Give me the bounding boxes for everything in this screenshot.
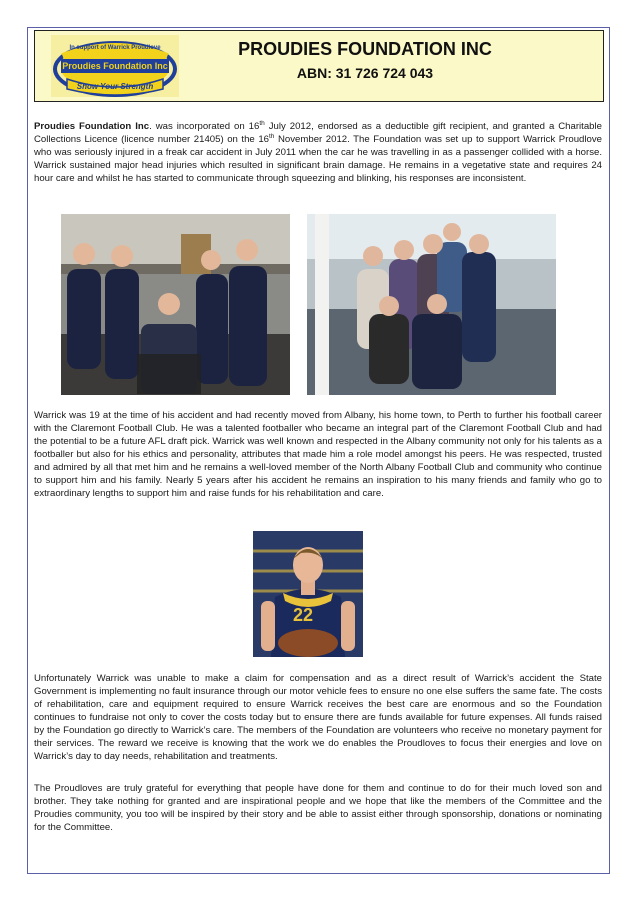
logo-tagline: Show Your Strength <box>76 82 154 91</box>
photo-family-group <box>307 214 556 395</box>
paragraph-gratitude: The Proudloves are truly grateful for everything that people have done for them and continue to do for their much loved son and brother. They take nothing for granted and are inspirational people and we hope that like the members of the Committee and the Proudies community, you too will be inspired by their story and be able to assist either through sponsorship, donations or nominating for the Committee. <box>34 783 602 833</box>
photo-player-portrait <box>253 531 363 657</box>
photo-club-group <box>61 214 290 395</box>
logo-band-text: Proudies Foundation Inc <box>62 61 168 71</box>
paragraph-intro <box>34 120 602 185</box>
intro-sup-1: th <box>259 119 265 127</box>
proudies-logo <box>51 35 179 97</box>
intro-text-3: November 2012. The Foundation was set up to support Warrick Proudlove who was seriously injured in a freak car accident in July 2011 when the car he was travelling in as a passenger collided with a horse. Warrick sustained major head injuries which resulted in significant brain damage. He remains in a vegetative state and requires 24 hour care and whilst he has started to communicate through squeezing and blinking, his responses are inconsistent. <box>34 134 602 184</box>
organization-title: PROUDIES FOUNDATION INC <box>238 39 492 59</box>
intro-text-2: July 2012, endorsed as a deductible gift recipient, and granted a Charitable Collections Licence (licence number 21405) on the 16 <box>34 121 602 145</box>
intro-text-1: . was incorporated on 16 <box>149 121 260 132</box>
header-box <box>34 30 604 102</box>
org-name-bold: Proudies Foundation Inc <box>34 121 150 132</box>
intro-sup-2: th <box>269 132 275 140</box>
organization-abn: ABN: 31 726 724 043 <box>296 65 434 81</box>
jersey-number: 22 <box>293 605 314 625</box>
logo-arc-text: In support of Warrick Proudlove <box>69 45 161 51</box>
paragraph-compensation: Unfortunately Warrick was unable to make a claim for compensation and as a direct result of Warrick’s accident the State Government is implementing no fault insurance through our motor vehicle fees to ensure no one else suffers the same fate. The costs of rehabilitation, care and equipment required to ensure Warrick receives the best care are enormous and so the Foundation continues to fundraise not only to cover the costs today but to ensure there are funds available for future expenses. All funds raised by the Foundation go directly to Warrick’s care. The members of the Foundation are volunteers who receive no monetary payment for their services. The reward we receive is knowing that the work we do enables the Proudloves to focus their energies and love on Warrick’s day to day needs, rehabilitation and treatments. <box>34 673 602 762</box>
paragraph-background: Warrick was 19 at the time of his accident and had recently moved from Albany, his home town, to Perth to further his football career with the Claremont Football Club. He was a talented footballer who became an integral part of the Claremont Football Club and had the potential to be a future AFL draft pick. Warrick was well known and respected in the Albany community not only for his talents as a footballer but also for his ethics and personality, attributes that made him a role model amongst his peers. He was respected, trusted and admired by all that met him and he remains a well-loved member of the North Albany Football Club and community who continue to support him and his family. Nearly 5 years after his accident he remains an inspiration to his many friends and family who go to extraordinary lengths to support him and raise funds for his rehabilitation and care. <box>34 410 602 499</box>
